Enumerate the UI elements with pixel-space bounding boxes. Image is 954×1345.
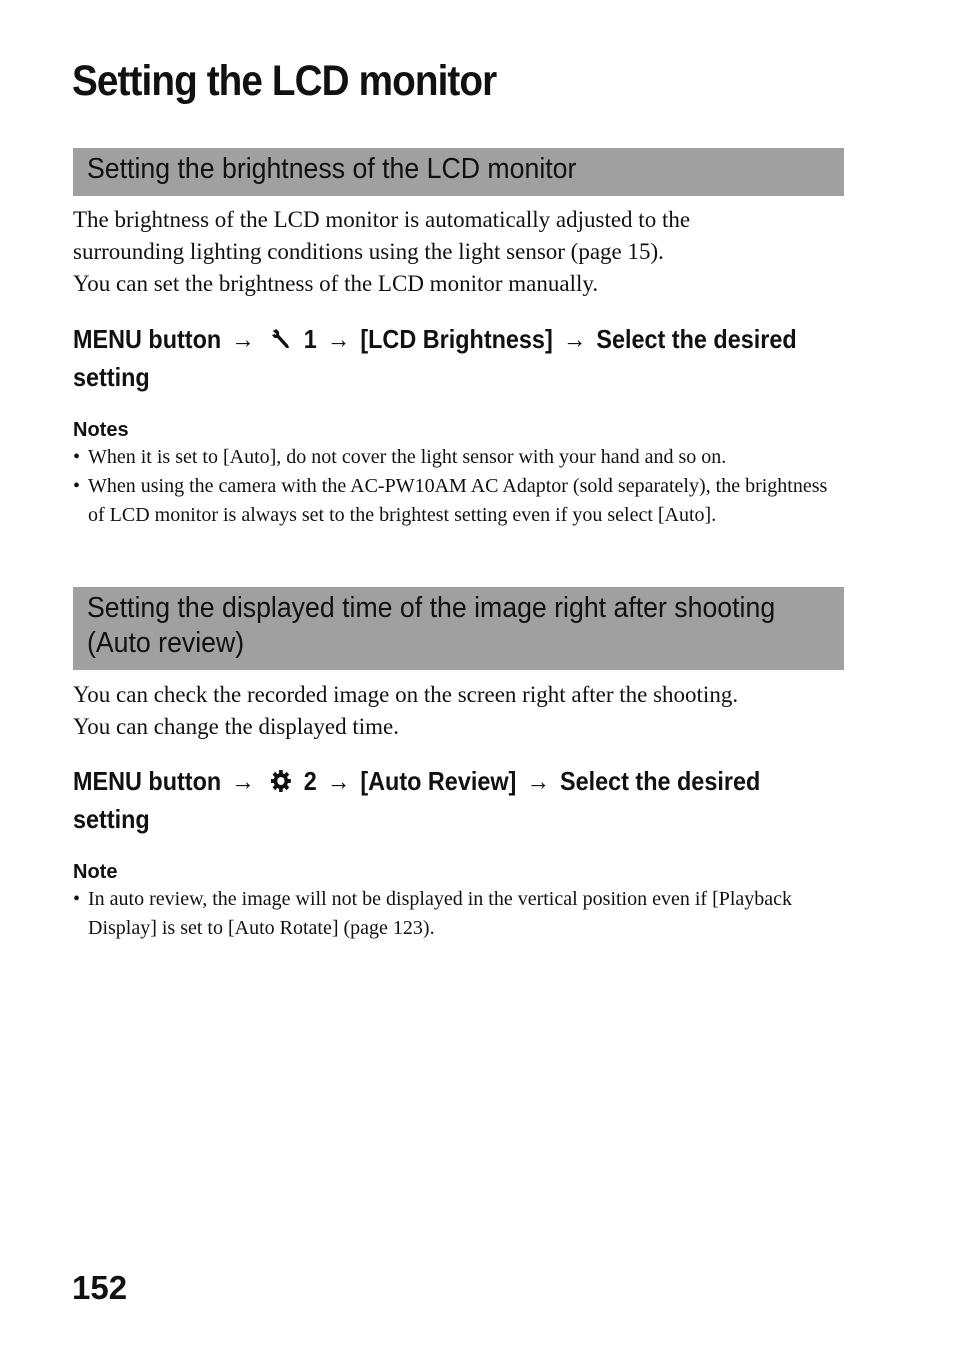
menu-step-auto-review — [73, 764, 863, 837]
step-instruction-cont: setting — [73, 362, 150, 392]
step-instruction-cont: setting — [73, 804, 150, 834]
section-heading-text: Setting the displayed time of the image right after shooting — [87, 592, 776, 624]
wrench-icon — [270, 325, 292, 360]
note-item: • In auto review, the image will not be displayed in the vertical position even if [Playback Display] is set to [Auto Rotate] (page 123). — [73, 885, 833, 943]
paragraph-line: The brightness of the LCD monitor is automatically adjusted to the — [73, 207, 691, 232]
step-menu-number: 1 — [303, 324, 317, 354]
paragraph-line: You can check the recorded image on the screen right after the shooting. — [73, 682, 739, 707]
arrow-icon: → — [231, 766, 255, 796]
brightness-description — [73, 204, 853, 300]
step-menu-item: [Auto Review] — [360, 766, 517, 796]
section-heading-brightness — [73, 148, 844, 196]
notes-list — [73, 885, 833, 943]
arrow-icon: → — [526, 766, 550, 796]
arrow-icon: → — [231, 324, 255, 354]
notes-heading: Note — [73, 861, 118, 883]
page-title: Setting the LCD monitor — [72, 57, 497, 105]
gear-icon — [270, 767, 292, 802]
note-item: • When it is set to [Auto], do not cover the light sensor with your hand and so on. — [73, 443, 833, 472]
step-menu-button: MENU button — [73, 766, 222, 796]
page-number: 152 — [72, 1269, 128, 1306]
step-menu-number: 2 — [303, 766, 317, 796]
section-heading-auto-review — [73, 587, 844, 670]
paragraph-line: surrounding lighting conditions using the light sensor (page 15). — [73, 239, 664, 264]
notes-list — [73, 443, 833, 530]
notes-heading: Notes — [73, 419, 129, 441]
section-heading-text: Setting the brightness of the LCD monitor — [87, 153, 577, 185]
section-heading-text: (Auto review) — [87, 627, 245, 659]
arrow-icon: → — [326, 766, 351, 796]
auto-review-description — [73, 679, 853, 743]
step-menu-button: MENU button — [73, 324, 222, 354]
arrow-icon: → — [326, 324, 351, 354]
paragraph-line: You can change the displayed time. — [73, 714, 399, 739]
step-instruction: Select the desired — [559, 766, 761, 796]
note-item: • When using the camera with the AC-PW10AM AC Adaptor (sold separately), the brightness of LCD monitor is always set to the brightest setting even if you select [Auto]. — [73, 472, 833, 530]
step-instruction: Select the desired — [596, 324, 797, 354]
arrow-icon: → — [562, 324, 587, 354]
step-menu-item: [LCD Brightness] — [360, 324, 553, 354]
menu-step-brightness — [73, 322, 863, 395]
paragraph-line: You can set the brightness of the LCD monitor manually. — [73, 271, 599, 296]
